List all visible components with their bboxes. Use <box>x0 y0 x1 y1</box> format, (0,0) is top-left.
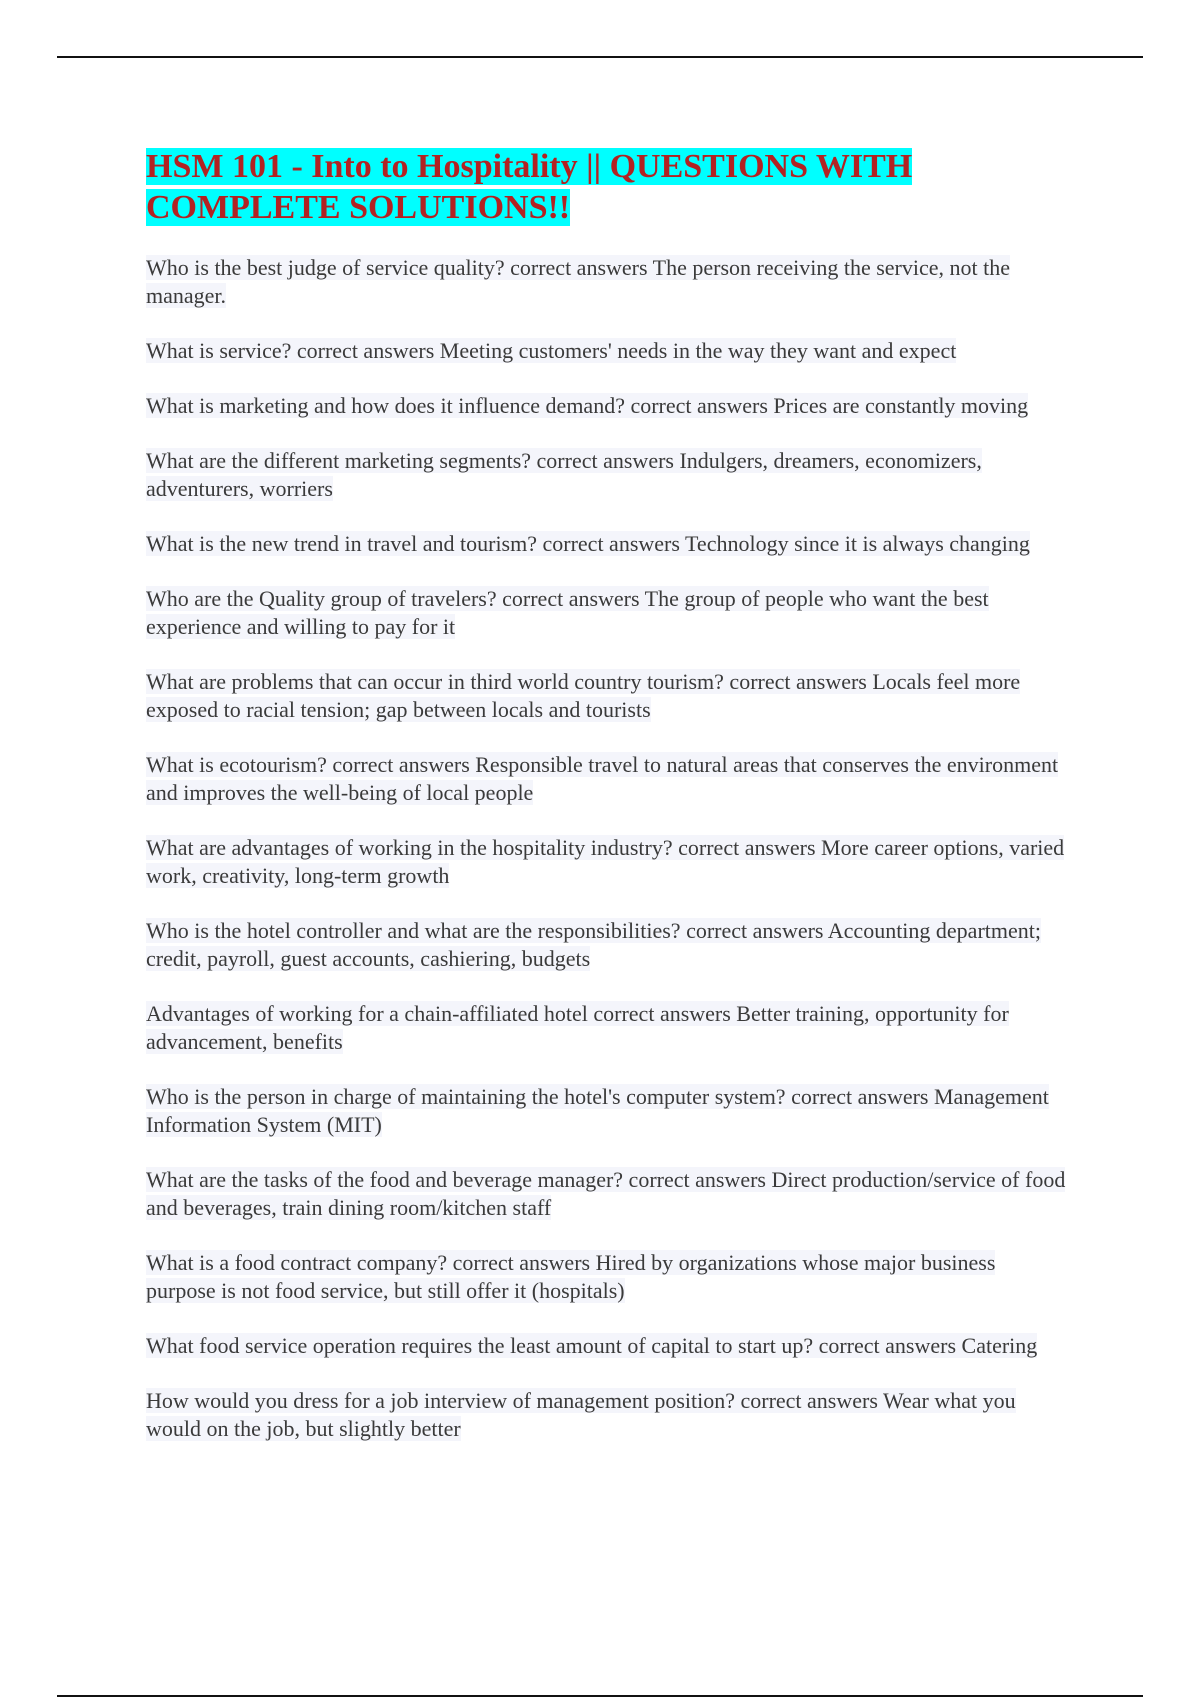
document-title <box>146 146 1066 228</box>
top-rule <box>57 56 1143 58</box>
qa-item: What are the tasks of the food and beverage manager? correct answers Direct production/service of food and beverages, train dining room/kitchen staff <box>146 1167 1066 1220</box>
qa-item: What food service operation requires the least amount of capital to start up? correct answers Catering <box>146 1333 1038 1358</box>
qa-item: Who is the hotel controller and what are the responsibilities? correct answers Accounting department; credit, payroll, guest accounts, cashiering, budgets <box>146 918 1041 971</box>
qa-item: What is a food contract company? correct answers Hired by organizations whose major business purpose is not food service, but still offer it (hospitals) <box>146 1250 996 1303</box>
qa-item: What is the new trend in travel and tourism? correct answers Technology since it is always changing <box>146 531 1030 556</box>
qa-item: How would you dress for a job interview of management position? correct answers Wear what you would on the job, but slightly better <box>146 1388 1016 1441</box>
qa-item: Who are the Quality group of travelers? correct answers The group of people who want the best experience and willing to pay for it <box>146 586 989 639</box>
qa-item: What is ecotourism? correct answers Responsible travel to natural areas that conserves the environment and improves the well-being of local people <box>146 752 1059 805</box>
qa-item: Who is the person in charge of maintaining the hotel's computer system? correct answers Management Information System (MIT) <box>146 1084 1049 1137</box>
qa-item: Who is the best judge of service quality? correct answers The person receiving the service, not the manager. <box>146 255 1011 308</box>
bottom-rule <box>57 1695 1143 1697</box>
document-body <box>146 146 1066 1470</box>
qa-item: What is marketing and how does it influence demand? correct answers Prices are constantly moving <box>146 393 1029 418</box>
qa-item: What are advantages of working in the hospitality industry? correct answers More career options, varied work, creativity, long-term growth <box>146 835 1065 888</box>
qa-item: Advantages of working for a chain-affiliated hotel correct answers Better training, opportunity for advancement, benefits <box>146 1001 1009 1054</box>
qa-item: What is service? correct answers Meeting customers' needs in the way they want and expect <box>146 338 957 363</box>
qa-item: What are problems that can occur in third world country tourism? correct answers Locals feel more exposed to racial tension; gap between locals and tourists <box>146 669 1021 722</box>
title-highlight: HSM 101 - Into to Hospitality || QUESTIONS WITH COMPLETE SOLUTIONS!! <box>146 148 913 226</box>
qa-item: What are the different marketing segments? correct answers Indulgers, dreamers, economizers, adventurers, worriers <box>146 448 982 501</box>
